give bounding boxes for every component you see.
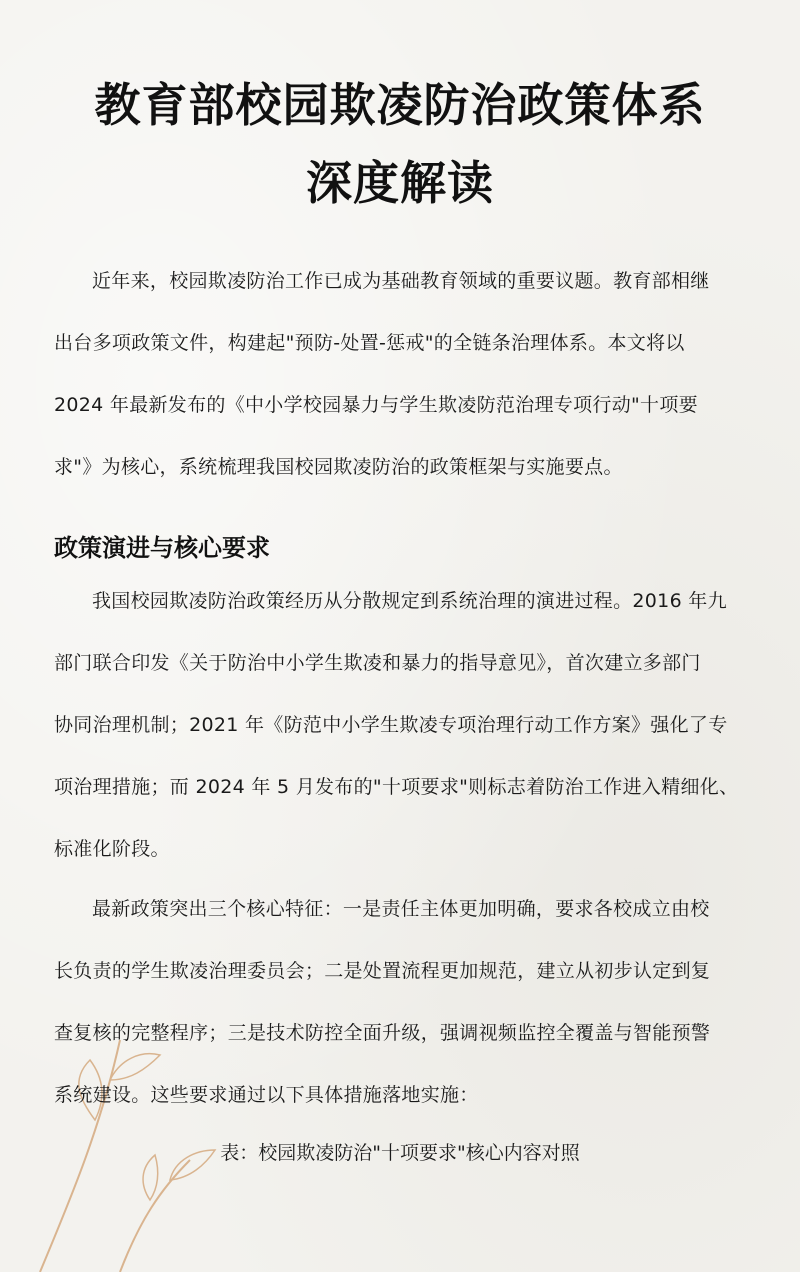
paragraph-line: 系统建设。这些要求通过以下具体措施落地实施： bbox=[54, 1084, 479, 1106]
paragraph-line: 长负责的学生欺凌治理委员会；二是处置流程更加规范，建立从初步认定到复 bbox=[54, 960, 711, 982]
policy-evolution-paragraph bbox=[54, 570, 754, 880]
paragraph-line: 项治理措施；而 2024 年 5 月发布的"十项要求"则标志着防治工作进入精细化、 bbox=[54, 776, 739, 798]
core-features-paragraph bbox=[54, 878, 754, 1126]
paragraph-line: 标准化阶段。 bbox=[54, 838, 170, 860]
paragraph-line: 查复核的完整程序；三是技术防控全面升级，强调视频监控全覆盖与智能预警 bbox=[54, 1022, 711, 1044]
intro-line: 出台多项政策文件，构建起"预防-处置-惩戒"的全链条治理体系。本文将以 bbox=[54, 332, 685, 354]
table-caption: 表：校园欺凌防治"十项要求"核心内容对照 bbox=[220, 1142, 580, 1164]
page-title-line-2: 深度解读 bbox=[306, 156, 494, 210]
paragraph-line: 协同治理机制；2021 年《防范中小学生欺凌专项治理行动工作方案》强化了专 bbox=[54, 714, 728, 736]
paragraph-line: 最新政策突出三个核心特征：一是责任主体更加明确，要求各校成立由校 bbox=[92, 898, 710, 920]
section-heading: 政策演进与核心要求 bbox=[54, 534, 270, 562]
paragraph-line: 部门联合印发《关于防治中小学生欺凌和暴力的指导意见》，首次建立多部门 bbox=[54, 652, 701, 674]
intro-line: 近年来，校园欺凌防治工作已成为基础教育领域的重要议题。教育部相继 bbox=[92, 270, 710, 292]
intro-paragraph bbox=[54, 250, 754, 498]
intro-line: 2024 年最新发布的《中小学校园暴力与学生欺凌防范治理专项行动"十项要 bbox=[54, 394, 698, 416]
intro-line: 求"》为核心，系统梳理我国校园欺凌防治的政策框架与实施要点。 bbox=[54, 456, 623, 478]
paragraph-line: 我国校园欺凌防治政策经历从分散规定到系统治理的演进过程。2016 年九 bbox=[92, 590, 727, 612]
page-title-line-1: 教育部校园欺凌防治政策体系 bbox=[94, 78, 706, 132]
